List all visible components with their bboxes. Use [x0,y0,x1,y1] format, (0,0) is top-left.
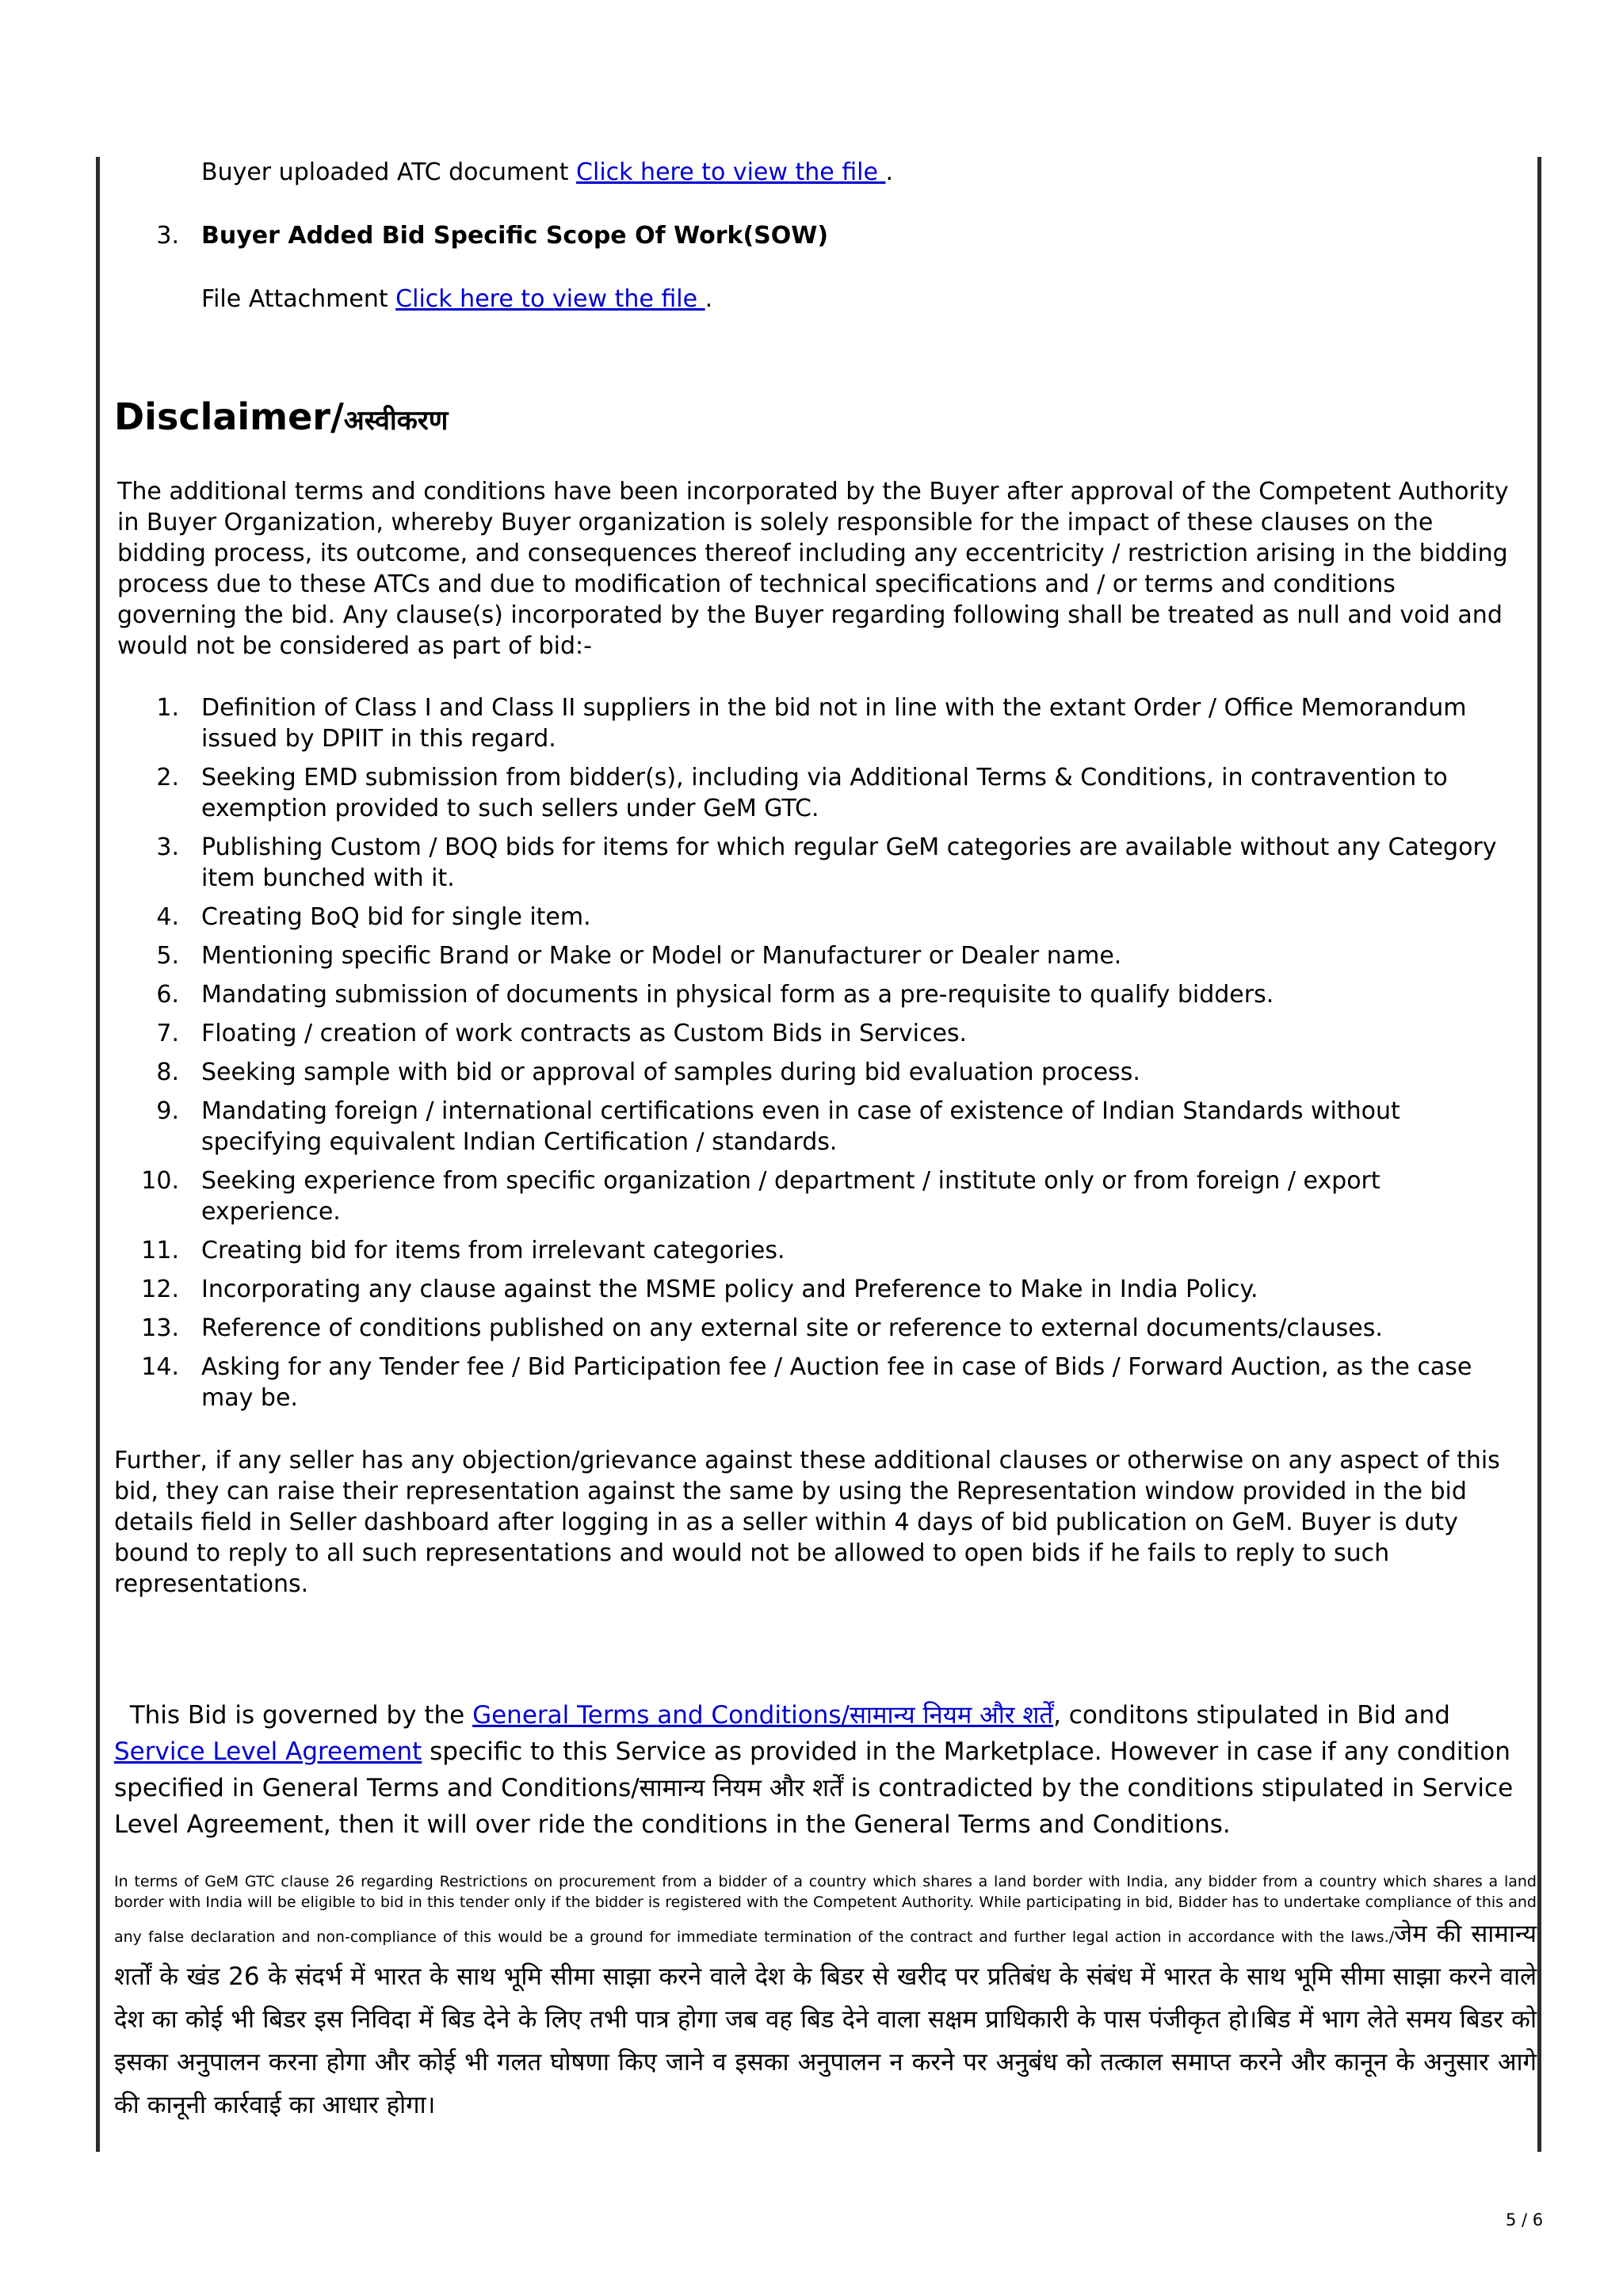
disclaimer-item-text: Creating BoQ bid for single item. [201,903,591,931]
disclaimer-item-text: Publishing Custom / BOQ bids for items for which regular GeM categories are available without any Category item bunched with it. [201,833,1497,892]
sow-title: Buyer Added Bid Specific Scope Of Work(SOW) [201,222,829,250]
atc-suffix: . [885,158,894,186]
disclaimer-item-number: 1. [156,694,179,722]
disclaimer-item-text: Reference of conditions published on any external site or reference to external documents/clauses. [201,1314,1383,1342]
disclaimer-item [100,1057,1537,1088]
disclaimer-item-number: 14. [141,1353,179,1381]
disclaimer-title: Disclaimer/ [114,395,344,438]
governed-paragraph [114,1697,1533,1843]
document-frame [96,157,1541,2152]
disclaimer-item-number: 2. [156,764,179,791]
disclaimer-item-text: Mandating foreign / international certifications even in case of existence of Indian Standards without specifying equivalent Indian Certification / standards. [201,1097,1400,1156]
disclaimer-item [100,762,1537,824]
disclaimer-item-number: 10. [141,1167,179,1195]
disclaimer-item [100,1165,1537,1227]
page-number: 5 / 6 [1506,2210,1544,2229]
disclaimer-list [100,692,1537,1421]
further-paragraph: Further, if any seller has any objection/grievance against these additional clauses or otherwise on any aspect of this bid, they can raise their representation against the same by using the Representation window provided in the bid details field in Seller dashboard after logging in as a seller within 4 days of bid publication on GeM. Buyer is duty bound to reply to all such representations and would not be allowed to open bids if he fails to reply to such representations. [114,1447,1500,1598]
disclaimer-item-number: 6. [156,981,179,1009]
restriction-english: In terms of GeM GTC clause 26 regarding Restrictions on procurement from a bidder of a country which shares a land border with India, any bidder from a country which shares a land border with India will be eligible to bid in this tender only if the bidder is registered with the Competent Authority. While participating in bid, Bidder has to undertake compliance of this and any false declaration and non-compliance of this would be a ground for immediate termination of the contract and further legal action in accordance with the laws./ [114,1873,1537,1946]
disclaimer-item-text: Mandating submission of documents in physical form as a pre-requisite to qualify bidders. [201,981,1274,1009]
disclaimer-intro: The additional terms and conditions have been incorporated by the Buyer after approval of the Competent Authority in Buyer Organization, whereby Buyer organization is solely responsible for the impact of these clauses on the bidding process, its outcome, and consequences thereof including any eccentricity / restriction arising in the bidding process due to these ATCs and due to modification of technical specifications and / or terms and conditions governing the bid. Any clause(s) incorporated by the Buyer regarding following shall be treated as null and void and would not be considered as part of bid:- [117,478,1509,660]
disclaimer-item [100,1313,1537,1344]
sow-attachment-line [201,284,712,315]
disclaimer-item-number: 9. [156,1097,179,1125]
disclaimer-heading [114,393,448,444]
atc-file-link[interactable]: Click here to view the file [576,158,886,186]
disclaimer-item-text: Seeking experience from specific organization / department / institute only or from foreign / export experience. [201,1167,1381,1226]
disclaimer-title-hindi: अस्वीकरण [343,405,449,437]
disclaimer-item [100,979,1537,1010]
disclaimer-item [100,1352,1537,1413]
disclaimer-item-text: Asking for any Tender fee / Bid Participation fee / Auction fee in case of Bids / Forward Auction, as the case may be. [201,1353,1472,1412]
disclaimer-item-number: 3. [156,833,179,861]
disclaimer-item-number: 12. [141,1276,179,1303]
disclaimer-item [100,1274,1537,1305]
sla-link[interactable]: Service Level Agreement [114,1737,422,1766]
disclaimer-item-text: Mentioning specific Brand or Make or Model or Manufacturer or Dealer name. [201,942,1122,970]
atc-prefix: Buyer uploaded ATC document [201,158,577,186]
disclaimer-item [100,1235,1537,1266]
sow-attach-prefix: File Attachment [201,285,396,313]
disclaimer-item-number: 5. [156,942,179,970]
disclaimer-item [100,1096,1537,1158]
disclaimer-item-number: 8. [156,1058,179,1086]
disclaimer-item [100,692,1537,754]
disclaimer-item-number: 11. [141,1237,179,1264]
governed-text-2: , conditons stipulated in Bid and [1053,1701,1450,1730]
sow-attach-suffix: . [705,285,713,313]
disclaimer-item [100,902,1537,933]
governed-text-3: specific to this Service as provided in the Marketplace. However in case if any condition specified in General Terms and Conditions/सामान्य नियम और शर्तें is contradicted by the conditions stipulated in Service Level Agreement, then it will over ride the conditions in the General Terms and Conditions. [114,1737,1514,1839]
disclaimer-item-text: Incorporating any clause against the MSME policy and Preference to Make in India Policy. [201,1276,1258,1303]
disclaimer-item-text: Definition of Class I and Class II suppliers in the bid not in line with the extant Order / Office Memorandum issued by DPIIT in this regard. [201,694,1467,753]
disclaimer-item-number: 13. [141,1314,179,1342]
disclaimer-item-text: Floating / creation of work contracts as Custom Bids in Services. [201,1020,968,1047]
governed-text-1: This Bid is governed by the [129,1701,473,1730]
sow-number: 3. [156,222,179,250]
disclaimer-item-text: Creating bid for items from irrelevant categories. [201,1237,785,1264]
sow-file-link[interactable]: Click here to view the file [395,285,705,313]
atc-line [201,157,893,188]
disclaimer-item-number: 7. [156,1020,179,1047]
disclaimer-item-text: Seeking EMD submission from bidder(s), including via Additional Terms & Conditions, in contravention to exemption provided to such sellers under GeM GTC. [201,764,1448,822]
restriction-paragraph [114,1871,1537,2126]
restriction-hindi: जेम की सामान्य शर्तों के खंड 26 के संदर्भ में भारत के साथ भूमि सीमा साझा करने वाले देश के बिडर से खरीद पर प्रतिबंध के संबंध में भारत के साथ भूमि सीमा साझा करने वाले देश का कोई भी बिडर इस निविदा में बिड देने के लिए तभी पात्र होगा जब वह बिड देने वाला सक्षम प्राधिकारी के पास पंजीकृत हो।बिड में भाग लेते समय बिडर को इसका अनुपालन करना होगा और कोई भी गलत घोषणा किए जाने व इसका अनुपालन न करने पर अनुबंध को तत्काल समाप्त करने और कानून के अनुसार आगे की कानूनी कार्रवाई का आधार होगा। [114,1920,1537,2119]
disclaimer-item [100,832,1537,894]
gtc-link[interactable]: General Terms and Conditions/सामान्य नियम और शर्तें [472,1701,1054,1730]
disclaimer-item [100,1018,1537,1049]
disclaimer-item-number: 4. [156,903,179,931]
disclaimer-item-text: Seeking sample with bid or approval of samples during bid evaluation process. [201,1058,1140,1086]
disclaimer-item [100,940,1537,971]
